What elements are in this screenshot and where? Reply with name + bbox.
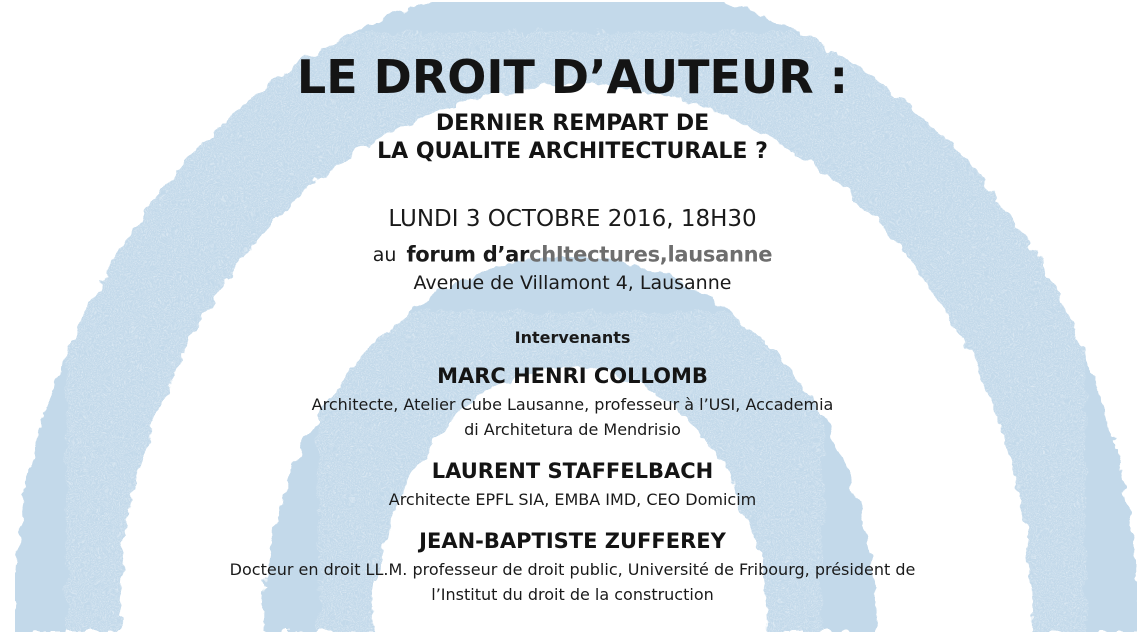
event-address: Avenue de Villamont 4, Lausanne (413, 272, 732, 294)
event-venue (0, 239, 1145, 270)
event-title: LE DROIT D’AUTEUR : (296, 50, 849, 104)
venue-logo-part4: lausanne (667, 242, 773, 267)
venue-prefix: au (372, 243, 397, 266)
venue-logo-part3: chItectures, (529, 242, 668, 267)
event-date: LUNDI 3 OCTOBRE 2016, 18H30 (388, 206, 757, 232)
speaker-description: Architecte EPFL SIA, EMBA IMD, CEO Domicim (388, 490, 757, 509)
venue-logo-part1: forum d’ (406, 242, 506, 267)
venue-logo-part2: ar (505, 242, 530, 267)
venue-logo (406, 243, 772, 267)
event-subtitle-line2: LA QUALITE ARCHITECTURALE ? (377, 139, 768, 164)
speaker-description: Architecte, Atelier Cube Lausanne, professeur à l’USI, Accademia (311, 395, 834, 414)
speakers-heading: Intervenants (514, 328, 631, 347)
speaker-description: l’Institut du droit de la construction (431, 585, 714, 604)
speaker-name: JEAN-BAPTISTE ZUFFEREY (419, 529, 726, 553)
event-subtitle-line1: DERNIER REMPART DE (435, 111, 710, 136)
speaker-description: di Architetura de Mendrisio (464, 420, 681, 439)
speaker-name: MARC HENRI COLLOMB (437, 364, 708, 388)
speaker-name: LAURENT STAFFELBACH (431, 459, 714, 483)
speaker-description: Docteur en droit LL.M. professeur de droit public, Université de Fribourg, président de (229, 560, 916, 579)
